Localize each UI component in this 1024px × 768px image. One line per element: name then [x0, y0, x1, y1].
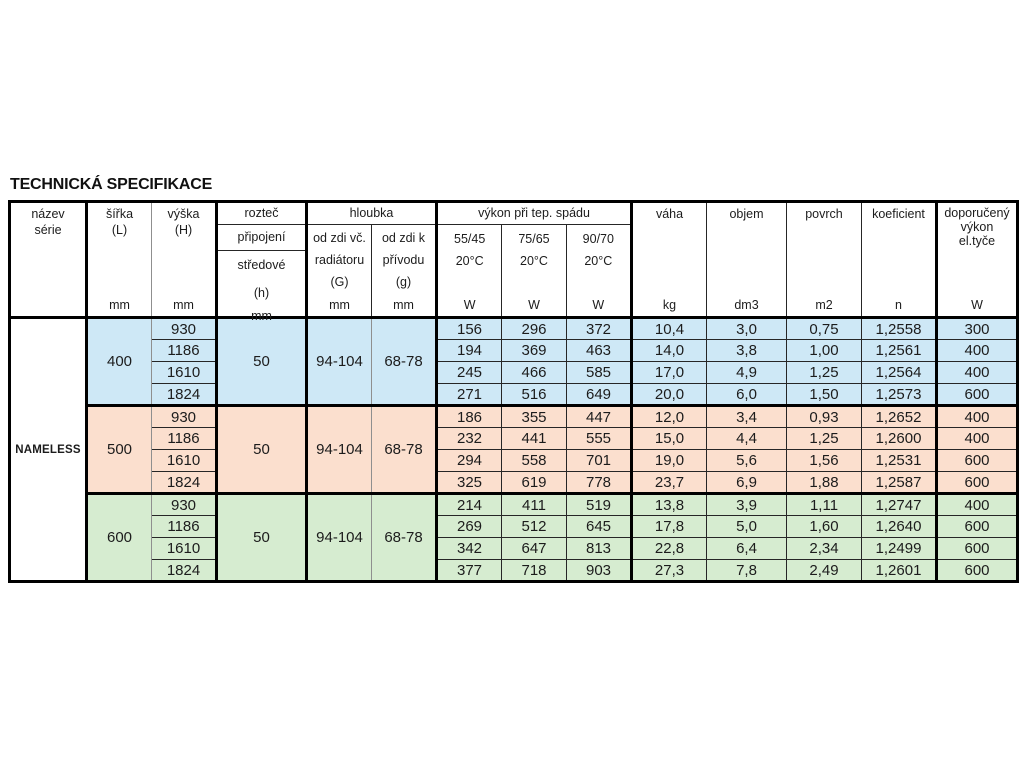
table-row: [10, 472, 1018, 494]
table-row: [10, 450, 1018, 472]
cell-hloubka-g: 94-104: [307, 494, 372, 582]
cell-vykon-7565: 516: [502, 384, 567, 406]
header-label: 55/45: [454, 232, 486, 246]
cell-koeficient: 1,2652: [862, 406, 937, 428]
header-unit: n: [895, 298, 902, 312]
cell-vyska: 930: [152, 494, 217, 516]
header-unit: mm: [393, 298, 414, 312]
cell-doporuceny: 400: [937, 362, 1018, 384]
col-header-objem: [707, 202, 787, 318]
cell-vyska: 1824: [152, 472, 217, 494]
cell-vykon-9070: 701: [567, 450, 632, 472]
cell-vyska: 1186: [152, 340, 217, 362]
cell-vykon-5545: 245: [437, 362, 502, 384]
technical-spec-table: [8, 200, 1019, 583]
cell-vykon-9070: 649: [567, 384, 632, 406]
cell-koeficient: 1,2531: [862, 450, 937, 472]
cell-vaha: 10,4: [632, 318, 707, 340]
cell-vaha: 23,7: [632, 472, 707, 494]
cell-povrch: 1,00: [787, 340, 862, 362]
header-label: připojení: [218, 225, 305, 251]
cell-vykon-7565: 512: [502, 516, 567, 538]
cell-vykon-7565: 355: [502, 406, 567, 428]
header-sub: (L): [111, 223, 128, 237]
header-label: doporučený: [944, 206, 1010, 220]
cell-koeficient: 1,2561: [862, 340, 937, 362]
cell-vyska: 1824: [152, 384, 217, 406]
table-row: [10, 560, 1018, 582]
header-unit: mm: [173, 298, 194, 312]
header-label: středové: [237, 258, 286, 272]
cell-koeficient: 1,2587: [862, 472, 937, 494]
table-row: [10, 362, 1018, 384]
cell-vykon-9070: 519: [567, 494, 632, 516]
cell-povrch: 1,25: [787, 428, 862, 450]
header-label: objem: [729, 207, 764, 221]
col-header-roztec: [217, 202, 307, 323]
cell-doporuceny: 400: [937, 428, 1018, 450]
cell-vykon-7565: 647: [502, 538, 567, 560]
col-header-vyska: [152, 202, 217, 318]
cell-vykon-5545: 186: [437, 406, 502, 428]
cell-povrch: 1,60: [787, 516, 862, 538]
cell-vyska: 930: [152, 318, 217, 340]
cell-povrch: 0,93: [787, 406, 862, 428]
header-label: od zdi vč.: [313, 231, 366, 245]
cell-vaha: 22,8: [632, 538, 707, 560]
table-body: [10, 318, 1018, 582]
header-unit: kg: [662, 298, 677, 312]
cell-vykon-9070: 585: [567, 362, 632, 384]
cell-hloubka-g: 94-104: [307, 406, 372, 494]
cell-vaha: 15,0: [632, 428, 707, 450]
cell-vykon-5545: 156: [437, 318, 502, 340]
header-label: šířka: [105, 207, 134, 221]
cell-vaha: 13,8: [632, 494, 707, 516]
cell-objem: 7,8: [707, 560, 787, 582]
cell-hloubka-g2: 68-78: [372, 494, 437, 582]
row-group-400: [10, 318, 1018, 340]
cell-vyska: 1186: [152, 428, 217, 450]
cell-vyska: 1824: [152, 560, 217, 582]
cell-doporuceny: 600: [937, 384, 1018, 406]
header-label: přívodu: [382, 253, 425, 267]
cell-roztec: 50: [217, 494, 307, 582]
cell-povrch: 1,11: [787, 494, 862, 516]
header-sub: (G): [330, 275, 349, 289]
header-sub: 20°C: [455, 254, 484, 268]
cell-objem: 6,0: [707, 384, 787, 406]
row-group-600: [10, 494, 1018, 516]
cell-vykon-7565: 296: [502, 318, 567, 340]
table-row: [10, 538, 1018, 560]
header-label: koeficient: [872, 207, 925, 221]
cell-objem: 4,9: [707, 362, 787, 384]
header-unit: W: [592, 298, 605, 312]
cell-doporuceny: 600: [937, 538, 1018, 560]
table-row: [10, 340, 1018, 362]
cell-vykon-5545: 194: [437, 340, 502, 362]
col-header-doporuceny-vykon: [937, 202, 1018, 318]
header-sub: 20°C: [584, 254, 613, 268]
header-label: 90/70: [582, 232, 614, 246]
col-header-sirka: [87, 202, 152, 318]
cell-doporuceny: 300: [937, 318, 1018, 340]
cell-vykon-9070: 903: [567, 560, 632, 582]
cell-objem: 5,6: [707, 450, 787, 472]
cell-povrch: 0,75: [787, 318, 862, 340]
cell-vykon-5545: 342: [437, 538, 502, 560]
cell-povrch: 1,25: [787, 362, 862, 384]
cell-objem: 3,4: [707, 406, 787, 428]
col-group-vykon: [437, 202, 632, 318]
header-label: od zdi k: [381, 231, 426, 245]
cell-vykon-5545: 294: [437, 450, 502, 472]
table-row: [10, 384, 1018, 406]
cell-vyska: 1610: [152, 362, 217, 384]
header-label: el.tyče: [958, 234, 996, 248]
table-row: [10, 428, 1018, 450]
cell-sirka: 600: [87, 494, 152, 582]
col-header-vaha: [632, 202, 707, 318]
cell-objem: 3,9: [707, 494, 787, 516]
cell-roztec: 50: [217, 318, 307, 406]
col-header-nazev-serie: [10, 202, 87, 318]
header-label: rozteč: [218, 203, 305, 225]
cell-koeficient: 1,2601: [862, 560, 937, 582]
cell-objem: 5,0: [707, 516, 787, 538]
cell-vaha: 20,0: [632, 384, 707, 406]
cell-koeficient: 1,2558: [862, 318, 937, 340]
cell-vykon-9070: 778: [567, 472, 632, 494]
cell-vyska: 930: [152, 406, 217, 428]
table-row: [10, 516, 1018, 538]
header-label: 75/65: [518, 232, 550, 246]
header-sub: (g): [395, 275, 412, 289]
cell-vyska: 1186: [152, 516, 217, 538]
header-label: povrch: [805, 207, 843, 221]
cell-vaha: 27,3: [632, 560, 707, 582]
page-title: TECHNICKÁ SPECIFIKACE: [10, 176, 213, 193]
row-group-500: [10, 406, 1018, 428]
header-label: název: [31, 207, 65, 221]
cell-vykon-9070: 813: [567, 538, 632, 560]
header-sub: 20°C: [520, 254, 548, 268]
cell-doporuceny: 600: [937, 472, 1018, 494]
cell-vykon-9070: 447: [567, 406, 632, 428]
cell-vykon-5545: 271: [437, 384, 502, 406]
col-header-povrch: [787, 202, 862, 318]
cell-povrch: 1,88: [787, 472, 862, 494]
cell-vykon-9070: 372: [567, 318, 632, 340]
col-group-hloubka: [307, 202, 437, 318]
header-label: výška: [167, 207, 200, 221]
cell-povrch: 2,34: [787, 538, 862, 560]
cell-vykon-7565: 369: [502, 340, 567, 362]
cell-povrch: 1,50: [787, 384, 862, 406]
cell-roztec: 50: [217, 406, 307, 494]
header-unit: W: [528, 298, 540, 312]
cell-objem: 6,4: [707, 538, 787, 560]
cell-doporuceny: 400: [937, 494, 1018, 516]
cell-doporuceny: 400: [937, 406, 1018, 428]
header-unit: m2: [815, 298, 833, 312]
header-unit: W: [971, 298, 983, 312]
cell-vyska: 1610: [152, 450, 217, 472]
cell-vyska: 1610: [152, 538, 217, 560]
cell-vykon-5545: 269: [437, 516, 502, 538]
cell-vykon-9070: 645: [567, 516, 632, 538]
header-unit: mm: [251, 309, 272, 323]
header-group-label: hloubka: [308, 203, 435, 225]
cell-vaha: 17,8: [632, 516, 707, 538]
cell-vykon-5545: 377: [437, 560, 502, 582]
cell-objem: 3,8: [707, 340, 787, 362]
header-label: váha: [655, 207, 684, 221]
header-unit: mm: [109, 298, 130, 312]
cell-vykon-7565: 558: [502, 450, 567, 472]
header-label: radiátoru: [314, 253, 365, 267]
cell-vykon-5545: 214: [437, 494, 502, 516]
cell-hloubka-g2: 68-78: [372, 406, 437, 494]
cell-povrch: 1,56: [787, 450, 862, 472]
cell-koeficient: 1,2640: [862, 516, 937, 538]
header-group-label: výkon při tep. spádu: [438, 203, 630, 225]
cell-objem: 3,0: [707, 318, 787, 340]
cell-vykon-7565: 466: [502, 362, 567, 384]
cell-vykon-7565: 441: [502, 428, 567, 450]
cell-koeficient: 1,2499: [862, 538, 937, 560]
cell-hloubka-g2: 68-78: [372, 318, 437, 406]
cell-vykon-5545: 232: [437, 428, 502, 450]
cell-doporuceny: 600: [937, 450, 1018, 472]
cell-povrch: 2,49: [787, 560, 862, 582]
cell-sirka: 500: [87, 406, 152, 494]
cell-vaha: 12,0: [632, 406, 707, 428]
cell-koeficient: 1,2600: [862, 428, 937, 450]
cell-vaha: 17,0: [632, 362, 707, 384]
col-header-koeficient: [862, 202, 937, 318]
cell-doporuceny: 600: [937, 560, 1018, 582]
cell-hloubka-g: 94-104: [307, 318, 372, 406]
header-unit: W: [463, 298, 476, 312]
series-name-cell: NAMELESS: [10, 318, 87, 582]
table-header: [10, 202, 1018, 323]
cell-koeficient: 1,2564: [862, 362, 937, 384]
header-label: výkon: [960, 220, 994, 234]
cell-koeficient: 1,2573: [862, 384, 937, 406]
cell-sirka: 400: [87, 318, 152, 406]
header-label: série: [34, 223, 62, 237]
cell-objem: 6,9: [707, 472, 787, 494]
header-sub: (h): [253, 286, 270, 300]
cell-vykon-5545: 325: [437, 472, 502, 494]
cell-vykon-7565: 619: [502, 472, 567, 494]
cell-koeficient: 1,2747: [862, 494, 937, 516]
cell-vykon-9070: 555: [567, 428, 632, 450]
cell-vykon-7565: 718: [502, 560, 567, 582]
cell-vaha: 14,0: [632, 340, 707, 362]
header-unit: dm3: [734, 298, 759, 312]
header-unit: mm: [329, 298, 350, 312]
cell-vaha: 19,0: [632, 450, 707, 472]
cell-vykon-7565: 411: [502, 494, 567, 516]
header-sub: (H): [174, 223, 193, 237]
cell-doporuceny: 600: [937, 516, 1018, 538]
cell-doporuceny: 400: [937, 340, 1018, 362]
cell-objem: 4,4: [707, 428, 787, 450]
cell-vykon-9070: 463: [567, 340, 632, 362]
